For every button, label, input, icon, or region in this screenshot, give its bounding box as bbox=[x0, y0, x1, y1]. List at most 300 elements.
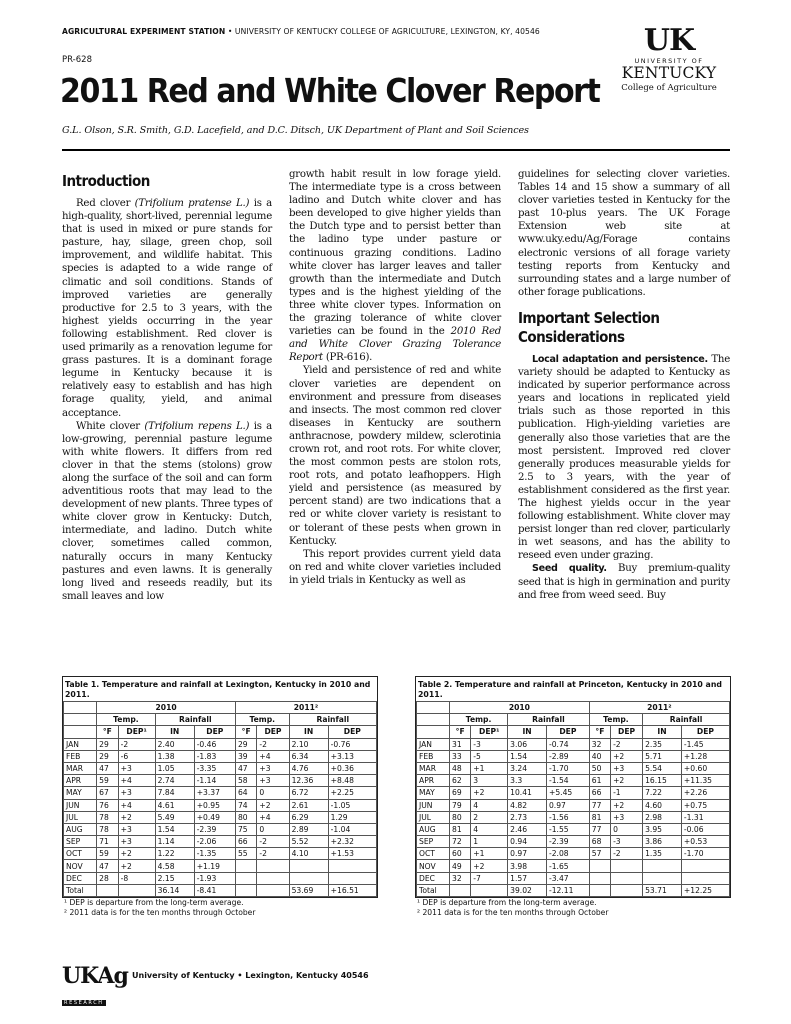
table-header-cell: °F bbox=[97, 726, 118, 738]
table-cell: -2.39 bbox=[546, 836, 589, 848]
table-cell: +0.53 bbox=[681, 836, 729, 848]
table-cell: -3.47 bbox=[546, 872, 589, 884]
table-cell: 2.73 bbox=[508, 811, 547, 823]
table-1-caption: Table 1. Temperature and rainfall at Lexington, Kentucky in 2010 and 2011. bbox=[65, 680, 371, 699]
table-cell: +0.60 bbox=[681, 762, 729, 774]
table-row bbox=[64, 823, 377, 835]
table-cell: JUN bbox=[64, 799, 97, 811]
table-header-cell: °F bbox=[450, 726, 471, 738]
table-cell: +0.36 bbox=[328, 762, 376, 774]
table-cell bbox=[589, 884, 610, 896]
table-cell: 5.71 bbox=[643, 750, 682, 762]
table-cell: 0.94 bbox=[508, 836, 547, 848]
ukag-research-label: RESEARCH bbox=[64, 1000, 104, 1006]
table-cell: +5.45 bbox=[546, 787, 589, 799]
table-cell: NOV bbox=[417, 860, 450, 872]
table-cell: 69 bbox=[450, 787, 471, 799]
table-cell: 1.35 bbox=[643, 848, 682, 860]
table-cell: +11.35 bbox=[681, 775, 729, 787]
selection-paragraph-2 bbox=[518, 562, 730, 601]
table-cell: 4.82 bbox=[508, 799, 547, 811]
table-cell: 5.54 bbox=[643, 762, 682, 774]
table-2-footnote-1: ¹ DEP is departure from the long-term average. bbox=[417, 898, 597, 907]
table-cell: 2 bbox=[471, 811, 508, 823]
table-cell: 6.72 bbox=[289, 787, 328, 799]
table-row bbox=[64, 762, 377, 774]
table-cell: 3.24 bbox=[508, 762, 547, 774]
intro-p1-start: Red clover bbox=[76, 198, 135, 209]
table-cell: -0.46 bbox=[194, 738, 235, 750]
footer-address: University of Kentucky • Lexington, Kentucky 40546 bbox=[132, 971, 369, 980]
table-cell: +12.25 bbox=[681, 884, 729, 896]
table-cell: 3.86 bbox=[643, 836, 682, 848]
authors-line: G.L. Olson, S.R. Smith, G.D. Lacefield, and D.C. Ditsch, UK Department of Plant and Soil Sciences bbox=[62, 125, 529, 136]
table-header-cell: DEP bbox=[681, 726, 729, 738]
table-cell: -1.14 bbox=[194, 775, 235, 787]
table-cell: -2.89 bbox=[546, 750, 589, 762]
table-cell: -0.06 bbox=[681, 823, 729, 835]
publication-number: PR-628 bbox=[62, 55, 92, 65]
table-cell bbox=[681, 872, 729, 884]
table-row bbox=[417, 762, 730, 774]
table-row bbox=[417, 799, 730, 811]
table-header-cell: DEP¹ bbox=[471, 726, 508, 738]
table-cell: 2.35 bbox=[643, 738, 682, 750]
table-cell: 7.22 bbox=[643, 787, 682, 799]
table-cell: 32 bbox=[589, 738, 610, 750]
report-title: 2011 Red and White Clover Report bbox=[60, 71, 600, 110]
column-1 bbox=[62, 172, 272, 603]
table-cell: 78 bbox=[97, 811, 118, 823]
table-cell: -8.41 bbox=[194, 884, 235, 896]
table-cell: 3.98 bbox=[508, 860, 547, 872]
table-cell: 2.15 bbox=[155, 872, 194, 884]
table-cell: 3 bbox=[471, 775, 508, 787]
table-cell: +0.75 bbox=[681, 799, 729, 811]
table-cell: -1.93 bbox=[194, 872, 235, 884]
table-cell: +8.48 bbox=[328, 775, 376, 787]
table-cell: 40 bbox=[589, 750, 610, 762]
table-cell: 16.15 bbox=[643, 775, 682, 787]
table-cell: 29 bbox=[97, 738, 118, 750]
table-header-cell: Temp. bbox=[235, 714, 289, 726]
table-cell: -3.35 bbox=[194, 762, 235, 774]
table-cell bbox=[118, 884, 155, 896]
col3-paragraph-1: guidelines for selecting clover varieties. Tables 14 and 15 show a summary of all clover varieties tested in Kentucky for the past 10-plus years. The UK Forage Extension web site at www.uky.edu/Ag/Forage contains electronic versions of all forage variety testing reports from Kentucky and surrounding states and a large number of other forage publications. bbox=[518, 169, 730, 298]
table-header-row bbox=[64, 702, 377, 714]
table-cell: -2 bbox=[611, 848, 643, 860]
table-cell: +3.37 bbox=[194, 787, 235, 799]
table-row bbox=[417, 750, 730, 762]
station-affiliation: • UNIVERSITY OF KENTUCKY COLLEGE OF AGRICULTURE, LEXINGTON, KY, 40546 bbox=[225, 27, 540, 36]
table-header-cell bbox=[417, 702, 450, 714]
table-cell: +0.95 bbox=[194, 799, 235, 811]
table-cell: MAR bbox=[417, 762, 450, 774]
table-header-cell: °F bbox=[235, 726, 256, 738]
station-header bbox=[62, 27, 540, 36]
table-header-cell: DEP bbox=[194, 726, 235, 738]
table-row bbox=[417, 860, 730, 872]
table-header-cell: Temp. bbox=[589, 714, 642, 726]
table-row bbox=[64, 884, 377, 896]
table-cell: JUL bbox=[64, 811, 97, 823]
table-cell: 61 bbox=[589, 775, 610, 787]
table-cell: +2 bbox=[118, 811, 155, 823]
table-cell: 4.58 bbox=[155, 860, 194, 872]
intro-p1-species: (Trifolium pratense L.) bbox=[134, 198, 250, 209]
table-cell: SEP bbox=[417, 836, 450, 848]
table-cell: -1.45 bbox=[681, 738, 729, 750]
table-cell: 81 bbox=[450, 823, 471, 835]
table-2-footnote-2: ² 2011 data is for the ten months through October bbox=[417, 908, 609, 917]
table-cell: -2.08 bbox=[546, 848, 589, 860]
table-cell: +3.13 bbox=[328, 750, 376, 762]
table-cell: 4.76 bbox=[289, 762, 328, 774]
table-cell bbox=[235, 860, 256, 872]
table-cell: 49 bbox=[450, 860, 471, 872]
table-cell bbox=[643, 872, 682, 884]
table-cell: 53.69 bbox=[289, 884, 328, 896]
table-cell: JAN bbox=[417, 738, 450, 750]
table-row bbox=[417, 738, 730, 750]
table-header-cell: IN bbox=[289, 726, 328, 738]
table-cell: 64 bbox=[235, 787, 256, 799]
table-row bbox=[64, 860, 377, 872]
table-cell: 0 bbox=[611, 823, 643, 835]
table-cell: 5.52 bbox=[289, 836, 328, 848]
table-header-row bbox=[64, 714, 377, 726]
table-cell: 74 bbox=[235, 799, 256, 811]
table-cell: -0.74 bbox=[546, 738, 589, 750]
table-header-cell: DEP bbox=[328, 726, 376, 738]
table-cell: +3 bbox=[118, 787, 155, 799]
table-cell: MAY bbox=[64, 787, 97, 799]
table-row bbox=[64, 738, 377, 750]
table-cell: 6.29 bbox=[289, 811, 328, 823]
table-header-cell bbox=[64, 702, 97, 714]
table-cell: 2.40 bbox=[155, 738, 194, 750]
table-header-cell: Temp. bbox=[450, 714, 508, 726]
table-row bbox=[64, 848, 377, 860]
table-row bbox=[417, 775, 730, 787]
table-cell: 60 bbox=[450, 848, 471, 860]
table-cell: 2.10 bbox=[289, 738, 328, 750]
table-cell: AUG bbox=[417, 823, 450, 835]
table-header-cell: 2011² bbox=[235, 702, 376, 714]
table-cell: +1 bbox=[471, 762, 508, 774]
table-row bbox=[64, 775, 377, 787]
table-cell bbox=[328, 872, 376, 884]
table-cell: 0 bbox=[257, 823, 289, 835]
table-cell: -1.35 bbox=[194, 848, 235, 860]
table-header-cell: Rainfall bbox=[508, 714, 590, 726]
selection-p1-runin: Local adaptation and persistence. bbox=[532, 353, 708, 365]
table-cell: 2.89 bbox=[289, 823, 328, 835]
table-cell bbox=[450, 884, 471, 896]
table-cell bbox=[289, 860, 328, 872]
table-cell: 1.54 bbox=[508, 750, 547, 762]
table-cell: 75 bbox=[235, 823, 256, 835]
table-cell: +3 bbox=[118, 762, 155, 774]
intro-p2-species: (Trifolium repens L.) bbox=[144, 420, 250, 432]
table-cell: -2 bbox=[257, 848, 289, 860]
table-cell: +2 bbox=[471, 787, 508, 799]
table-cell: 67 bbox=[97, 787, 118, 799]
table-cell: +2 bbox=[611, 775, 643, 787]
selection-p2-body: Buy premium-quality seed that is high in germination and purity and free from weed seed. Buy bbox=[518, 563, 730, 601]
table-cell: 4 bbox=[471, 799, 508, 811]
table-header-cell bbox=[417, 714, 450, 726]
table-row bbox=[417, 811, 730, 823]
table-header-cell bbox=[417, 726, 450, 738]
column-2 bbox=[289, 168, 501, 587]
table-cell: Total bbox=[64, 884, 97, 896]
selection-paragraph-1 bbox=[518, 353, 730, 563]
table-1-footnote-1: ¹ DEP is departure from the long-term average. bbox=[64, 898, 244, 907]
table-cell: -1.54 bbox=[546, 775, 589, 787]
table-cell: MAR bbox=[64, 762, 97, 774]
table-cell: 3.3 bbox=[508, 775, 547, 787]
table-cell: -1.55 bbox=[546, 823, 589, 835]
table-cell: 4.61 bbox=[155, 799, 194, 811]
intro-p2-body: is a low-growing, perennial pasture legume with white flowers. It differs from red clover in that the stems (stolons) grow along the surface of the soil and can form adventitious roots that may lead to the development of new plants. Three types of white clover grow in Kentucky: Dutch, intermediate, and ladino. Dutch white clover, sometimes called common, naturally occurs in many Kentucky pastures and even lawns. It is generally long lived and reseeds readily, but its small leaves and low bbox=[62, 420, 272, 602]
table-cell: 1.57 bbox=[508, 872, 547, 884]
table-cell: 77 bbox=[589, 799, 610, 811]
table-cell: +3 bbox=[118, 836, 155, 848]
table-cell: 1.22 bbox=[155, 848, 194, 860]
table-cell: -2 bbox=[611, 738, 643, 750]
table-cell: 81 bbox=[589, 811, 610, 823]
table-cell bbox=[589, 872, 610, 884]
table-cell: OCT bbox=[417, 848, 450, 860]
table-cell: 1.14 bbox=[155, 836, 194, 848]
table-cell: 1 bbox=[471, 836, 508, 848]
table-cell: 1.29 bbox=[328, 811, 376, 823]
table-2 bbox=[415, 676, 731, 918]
table-row bbox=[417, 823, 730, 835]
table-cell bbox=[611, 884, 643, 896]
table-cell bbox=[97, 884, 118, 896]
table-cell: 53.71 bbox=[643, 884, 682, 896]
table-cell: 80 bbox=[235, 811, 256, 823]
table-cell bbox=[611, 860, 643, 872]
table-cell: 50 bbox=[589, 762, 610, 774]
table-cell: 71 bbox=[97, 836, 118, 848]
table-cell bbox=[235, 884, 256, 896]
table-cell: +2 bbox=[611, 799, 643, 811]
table-cell: 47 bbox=[97, 860, 118, 872]
table-cell: -12.11 bbox=[546, 884, 589, 896]
table-cell: +3 bbox=[118, 823, 155, 835]
table-2-box bbox=[415, 676, 731, 898]
table-1-grid bbox=[63, 701, 377, 897]
table-cell: 58 bbox=[235, 775, 256, 787]
table-cell bbox=[235, 872, 256, 884]
table-header-cell: Temp. bbox=[97, 714, 155, 726]
table-cell: APR bbox=[64, 775, 97, 787]
table-cell: -2 bbox=[118, 738, 155, 750]
table-cell bbox=[611, 872, 643, 884]
table-cell: 55 bbox=[235, 848, 256, 860]
table-2-caption: Table 2. Temperature and rainfall at Princeton, Kentucky in 2010 and 2011. bbox=[418, 680, 722, 699]
table-cell: Total bbox=[417, 884, 450, 896]
intro-p2-start: White clover bbox=[76, 420, 145, 432]
table-cell: 47 bbox=[97, 762, 118, 774]
table-cell: 76 bbox=[97, 799, 118, 811]
table-cell: 2.98 bbox=[643, 811, 682, 823]
table-cell: -1.70 bbox=[546, 762, 589, 774]
table-cell: +0.49 bbox=[194, 811, 235, 823]
uk-logo-university: UNIVERSITY OF bbox=[634, 57, 704, 65]
table-cell bbox=[681, 860, 729, 872]
table-cell: 2.61 bbox=[289, 799, 328, 811]
table-row bbox=[64, 872, 377, 884]
table-cell: JUL bbox=[417, 811, 450, 823]
table-cell: -8 bbox=[118, 872, 155, 884]
footer bbox=[62, 963, 369, 1008]
table-2-grid bbox=[416, 701, 730, 897]
table-cell: -0.76 bbox=[328, 738, 376, 750]
table-cell: +2 bbox=[611, 750, 643, 762]
table-cell: -3 bbox=[471, 738, 508, 750]
table-header-cell: IN bbox=[643, 726, 682, 738]
selection-p1-body: The variety should be adapted to Kentucky as indicated by superior performance across years and locations in replicated yield trials such as those reported in this publication. High-yielding varieties are generally also those varieties that are the most persistent. Improved red clover generally produces measurable yields for 2.5 to 3 years, with the year of establishment considered as the first year. The highest yields occur in the year following establishment. White clover may persist longer than red clover, particularly in wet seasons, and has the ability to reseed even under grazing. bbox=[518, 353, 730, 562]
intro-heading: Introduction bbox=[62, 172, 150, 190]
table-cell: -1.70 bbox=[681, 848, 729, 860]
intro-p1-body: is a high-quality, short-lived, perennial legume that is used in mixed or pure stands for pasture, hay, silage, green chop, soil improvement, and wildlife habitat. This species is adapted to a wide range of climatic and soil conditions. Stands of improved varieties are generally productive for 2.5 to 3 years, with the highest yields occurring in the year following establishment. Red clover is used primarily as a renovation legume for grass pastures. It is a dominant forage legume in Kentucky because it is relatively easy to establish and has high forage quality, yield, and animal acceptance. bbox=[62, 198, 273, 419]
table-cell: 66 bbox=[235, 836, 256, 848]
table-cell: APR bbox=[417, 775, 450, 787]
table-cell: 80 bbox=[450, 811, 471, 823]
table-cell: -6 bbox=[118, 750, 155, 762]
uk-logo bbox=[608, 23, 730, 106]
table-header-cell: Rainfall bbox=[643, 714, 730, 726]
table-cell bbox=[257, 860, 289, 872]
table-cell: +1.28 bbox=[681, 750, 729, 762]
table-cell: +4 bbox=[118, 799, 155, 811]
table-cell: 28 bbox=[97, 872, 118, 884]
table-row bbox=[417, 787, 730, 799]
table-cell: AUG bbox=[64, 823, 97, 835]
table-cell: -1.83 bbox=[194, 750, 235, 762]
table-header-row bbox=[417, 726, 730, 738]
table-header-cell: DEP bbox=[546, 726, 589, 738]
table-cell: 39 bbox=[235, 750, 256, 762]
table-cell: -1.04 bbox=[328, 823, 376, 835]
table-cell: JUN bbox=[417, 799, 450, 811]
table-cell: DEC bbox=[417, 872, 450, 884]
col2-paragraph-1 bbox=[289, 168, 501, 364]
table-row bbox=[64, 836, 377, 848]
table-cell: 29 bbox=[235, 738, 256, 750]
table-cell: 0 bbox=[257, 787, 289, 799]
table-cell: +1 bbox=[471, 848, 508, 860]
table-header-cell: DEP bbox=[257, 726, 289, 738]
table-1-box bbox=[62, 676, 378, 898]
table-cell: 57 bbox=[589, 848, 610, 860]
table-cell: +1.53 bbox=[328, 848, 376, 860]
table-cell: 10.41 bbox=[508, 787, 547, 799]
table-cell: 31 bbox=[450, 738, 471, 750]
title-rule bbox=[62, 149, 730, 151]
table-header-cell: 2011² bbox=[589, 702, 729, 714]
table-1 bbox=[62, 676, 378, 918]
table-cell: 5.49 bbox=[155, 811, 194, 823]
table-row bbox=[64, 799, 377, 811]
table-cell: -2.06 bbox=[194, 836, 235, 848]
table-header-cell: °F bbox=[589, 726, 610, 738]
table-cell: +1.19 bbox=[194, 860, 235, 872]
table-cell: FEB bbox=[417, 750, 450, 762]
table-cell: MAY bbox=[417, 787, 450, 799]
selection-heading: Important Selection Considerations bbox=[518, 308, 660, 346]
table-cell: -1.31 bbox=[681, 811, 729, 823]
table-cell: 2.46 bbox=[508, 823, 547, 835]
table-header-cell: 2010 bbox=[97, 702, 236, 714]
table-cell bbox=[257, 872, 289, 884]
table-cell: 6.34 bbox=[289, 750, 328, 762]
table-cell: +16.51 bbox=[328, 884, 376, 896]
column-3 bbox=[518, 168, 730, 602]
uk-logo-kentucky: KENTUCKY bbox=[621, 64, 717, 82]
table-cell: -2 bbox=[257, 738, 289, 750]
uk-logo-college: College of Agriculture bbox=[621, 83, 717, 93]
col2-p1-end: (PR-616). bbox=[322, 352, 373, 364]
table-header-cell: IN bbox=[508, 726, 547, 738]
col2-p1-report-title: 2010 Red and White Clover Grazing Tolerance Report bbox=[289, 326, 501, 364]
table-cell: +2.26 bbox=[681, 787, 729, 799]
table-cell: +2 bbox=[118, 860, 155, 872]
table-cell: DEC bbox=[64, 872, 97, 884]
table-cell: 7.84 bbox=[155, 787, 194, 799]
table-row bbox=[64, 750, 377, 762]
table-header-row bbox=[64, 726, 377, 738]
table-cell: 12.36 bbox=[289, 775, 328, 787]
table-cell: +3 bbox=[257, 762, 289, 774]
table-row bbox=[417, 872, 730, 884]
table-cell: -2.39 bbox=[194, 823, 235, 835]
table-cell: +2.32 bbox=[328, 836, 376, 848]
table-cell: +4 bbox=[257, 811, 289, 823]
table-cell: OCT bbox=[64, 848, 97, 860]
table-row bbox=[417, 848, 730, 860]
table-header-cell: IN bbox=[155, 726, 194, 738]
table-row bbox=[64, 811, 377, 823]
table-cell bbox=[328, 860, 376, 872]
table-cell: 32 bbox=[450, 872, 471, 884]
table-cell bbox=[257, 884, 289, 896]
table-header-cell bbox=[64, 726, 97, 738]
table-cell: +2.25 bbox=[328, 787, 376, 799]
table-row bbox=[417, 884, 730, 896]
table-cell: 78 bbox=[97, 823, 118, 835]
table-cell: -1.56 bbox=[546, 811, 589, 823]
table-cell: 1.38 bbox=[155, 750, 194, 762]
selection-p2-runin: Seed quality. bbox=[532, 563, 607, 575]
table-cell: 47 bbox=[235, 762, 256, 774]
table-header-cell bbox=[64, 714, 97, 726]
table-cell: +2 bbox=[118, 848, 155, 860]
table-row bbox=[64, 787, 377, 799]
table-cell: +3 bbox=[257, 775, 289, 787]
table-header-cell: DEP bbox=[611, 726, 643, 738]
table-row bbox=[417, 836, 730, 848]
table-cell: 79 bbox=[450, 799, 471, 811]
table-cell: 68 bbox=[589, 836, 610, 848]
table-header-cell: Rainfall bbox=[155, 714, 235, 726]
table-cell bbox=[289, 872, 328, 884]
table-cell: SEP bbox=[64, 836, 97, 848]
